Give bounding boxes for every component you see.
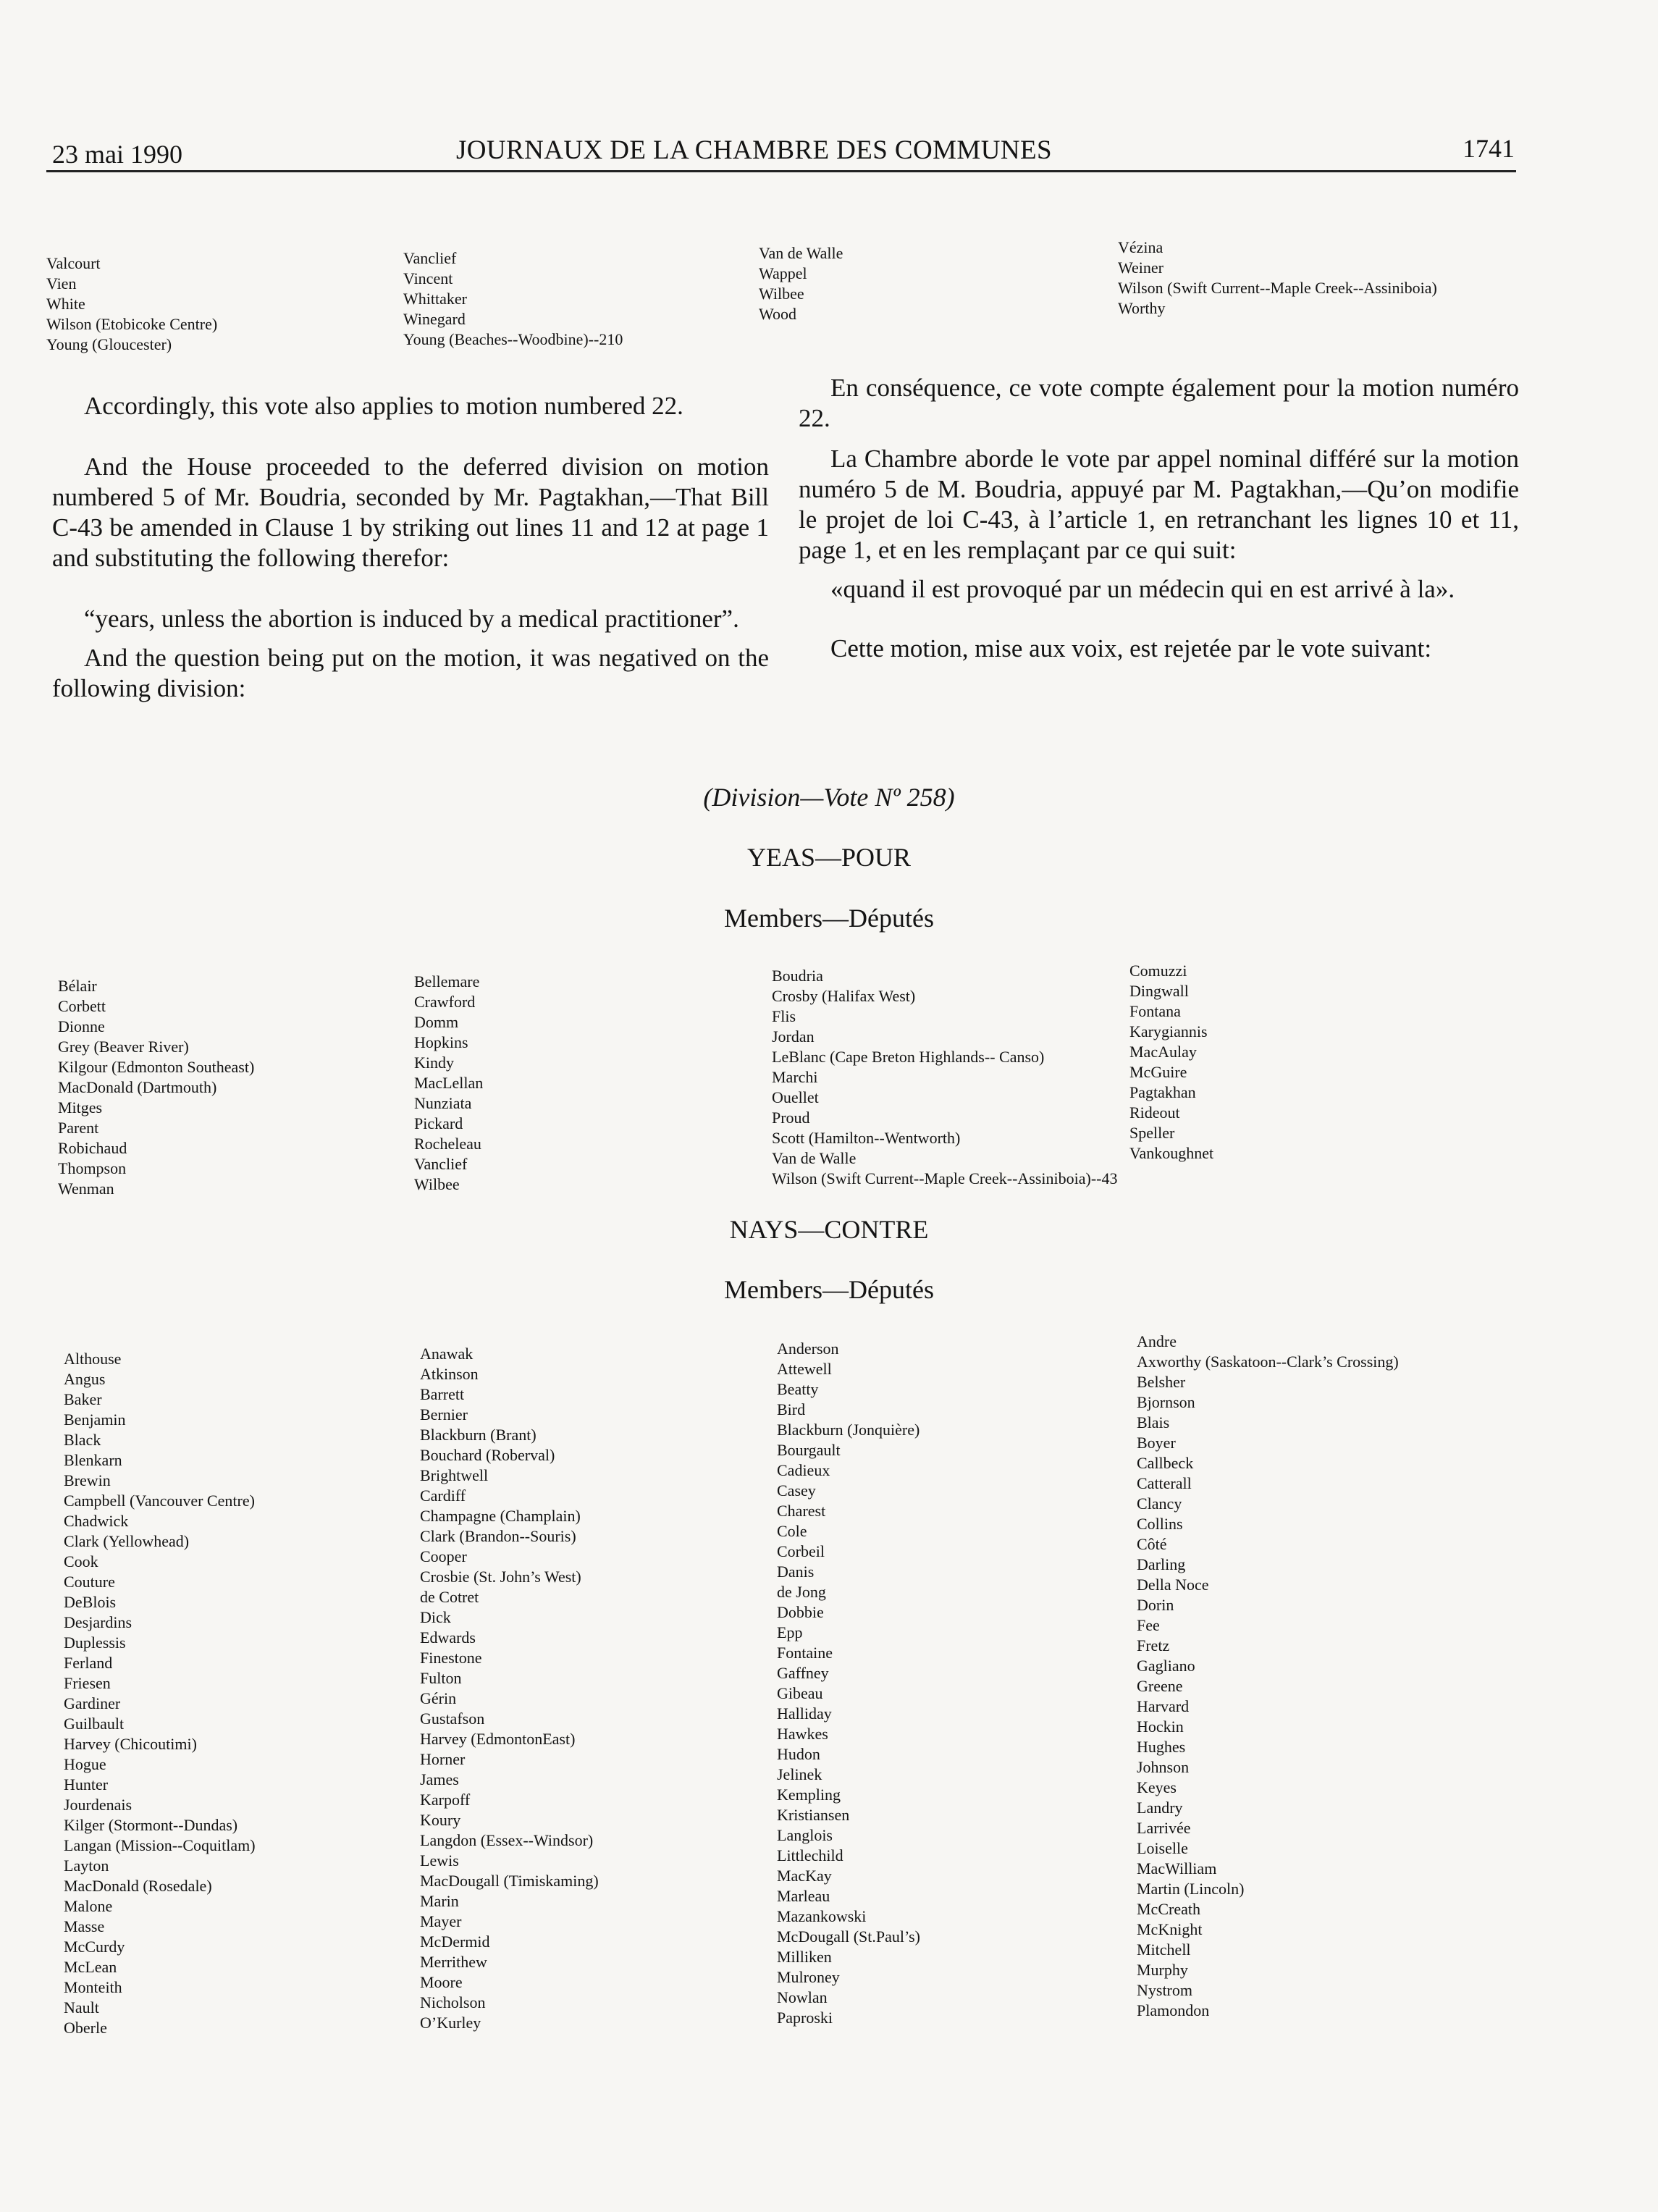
member-name: MacWilliam	[1137, 1859, 1217, 1877]
member-name: Casey	[777, 1481, 816, 1500]
member-name: Blackburn (Jonquière)	[777, 1421, 920, 1439]
member-name: Koury	[420, 1811, 461, 1829]
member-name: Wilbee	[759, 285, 804, 303]
member-name: Marleau	[777, 1887, 830, 1905]
member-name: Hudon	[777, 1745, 820, 1763]
member-name: Martin (Lincoln)	[1137, 1880, 1245, 1898]
member-name: Cadieux	[777, 1461, 830, 1479]
member-name: Gibeau	[777, 1684, 823, 1702]
member-name: Kilgour (Edmonton Southeast)	[58, 1058, 255, 1076]
member-name: Loiselle	[1137, 1839, 1188, 1857]
member-name: Mitchell	[1137, 1940, 1191, 1959]
member-name: Wilson (Etobicoke Centre)	[46, 315, 218, 333]
french-quote: «quand il est provoqué par un médecin qui en est arrivé à la».	[830, 575, 1455, 603]
yeas-heading: YEAS—POUR	[746, 843, 912, 872]
member-name: Rocheleau	[414, 1135, 481, 1153]
english-paragraph-1: Accordingly, this vote also applies to motion numbered 22.	[84, 392, 683, 420]
member-name: Paproski	[777, 2009, 833, 2027]
member-name: Proud	[772, 1109, 810, 1127]
member-name: Wilson (Swift Current--Maple Creek--Assiniboia)--43	[772, 1169, 1118, 1187]
header-rule	[46, 170, 1516, 172]
member-name: Wenman	[58, 1179, 114, 1198]
member-name: Weiner	[1118, 258, 1163, 277]
member-name: Comuzzi	[1129, 962, 1187, 980]
member-name: Scott (Hamilton--Wentworth)	[772, 1129, 961, 1147]
member-name: Brewin	[64, 1471, 111, 1489]
member-name: Layton	[64, 1856, 109, 1875]
member-name: Collins	[1137, 1515, 1183, 1533]
member-name: McDougall (St.Paul’s)	[777, 1927, 920, 1946]
member-name: Young (Gloucester)	[46, 335, 172, 353]
member-name: Domm	[414, 1013, 459, 1031]
member-name: Cook	[64, 1552, 98, 1570]
member-name: Hogue	[64, 1755, 106, 1773]
member-name: Karygiannis	[1129, 1022, 1208, 1040]
member-name: McCurdy	[64, 1938, 125, 1956]
member-name: Littlechild	[777, 1846, 843, 1864]
member-name: Crosbie (St. John’s West)	[420, 1568, 581, 1586]
english-column	[52, 391, 769, 704]
member-name: Ferland	[64, 1654, 113, 1672]
member-name: Bellemare	[414, 972, 480, 991]
french-paragraph-4: Cette motion, mise aux voix, est rejetée par le vote suivant:	[830, 634, 1432, 663]
member-name: Parent	[58, 1119, 99, 1137]
member-name: Gardiner	[64, 1694, 121, 1712]
member-name: Dorin	[1137, 1596, 1174, 1614]
member-name: Young (Beaches--Woodbine)--210	[403, 330, 623, 348]
member-name: Boyer	[1137, 1434, 1176, 1452]
member-name: Johnson	[1137, 1758, 1190, 1776]
member-name: Clancy	[1137, 1494, 1182, 1513]
member-name: Brightwell	[420, 1466, 489, 1484]
member-name: Fulton	[420, 1669, 462, 1687]
member-name: Bélair	[58, 977, 97, 995]
previous-list-column-3	[759, 243, 843, 324]
member-name: Gagliano	[1137, 1657, 1195, 1675]
nays-column-4	[1137, 1332, 1399, 2021]
member-name: Marchi	[772, 1068, 818, 1086]
member-name: Hopkins	[414, 1033, 468, 1051]
member-name: Kempling	[777, 1786, 841, 1804]
french-column	[799, 373, 1519, 664]
previous-list-column-1	[46, 253, 217, 355]
member-name: Wood	[759, 305, 797, 323]
member-name: McDermid	[420, 1933, 490, 1951]
member-name: Baker	[64, 1390, 102, 1408]
member-name: de Jong	[777, 1583, 826, 1601]
member-name: Barrett	[420, 1385, 465, 1403]
member-name: Hunter	[64, 1775, 109, 1793]
member-name: Crawford	[414, 993, 476, 1011]
member-name: Hughes	[1137, 1738, 1186, 1756]
member-name: Dobbie	[777, 1603, 824, 1621]
member-name: Wappel	[759, 264, 807, 282]
member-name: Harvey (Chicoutimi)	[64, 1735, 197, 1753]
member-name: Nystrom	[1137, 1981, 1192, 1999]
nays-heading: NAYS—CONTRE	[729, 1215, 929, 1244]
member-name: Mitges	[58, 1098, 103, 1116]
member-name: Benjamin	[64, 1410, 126, 1429]
member-name: O’Kurley	[420, 2014, 481, 2032]
member-name: Fontana	[1129, 1002, 1181, 1020]
member-name: Mazankowski	[777, 1907, 867, 1925]
member-name: MacDonald (Dartmouth)	[58, 1078, 217, 1096]
member-name: Vincent	[403, 269, 453, 287]
member-name: Hockin	[1137, 1717, 1184, 1736]
member-name: Cole	[777, 1522, 807, 1540]
member-name: Speller	[1129, 1124, 1175, 1142]
member-name: Corbett	[58, 997, 106, 1015]
member-name: Pagtakhan	[1129, 1083, 1196, 1101]
member-name: Cardiff	[420, 1486, 466, 1505]
member-name: Marin	[420, 1892, 459, 1910]
member-name: Fretz	[1137, 1636, 1170, 1654]
member-name: Blais	[1137, 1413, 1170, 1431]
member-name: Dick	[420, 1608, 451, 1626]
member-name: Rideout	[1129, 1103, 1180, 1122]
member-name: Larrivée	[1137, 1819, 1191, 1837]
member-name: Chadwick	[64, 1512, 129, 1530]
member-name: Finestone	[420, 1649, 482, 1667]
member-name: Robichaud	[58, 1139, 127, 1157]
member-name: Greene	[1137, 1677, 1183, 1695]
member-name: Danis	[777, 1563, 815, 1581]
member-name: Friesen	[64, 1674, 111, 1692]
member-name: Jelinek	[777, 1765, 822, 1783]
member-name: Pickard	[414, 1114, 463, 1132]
member-name: Beatty	[777, 1380, 819, 1398]
member-name: Axworthy (Saskatoon--Clark’s Crossing)	[1137, 1353, 1399, 1371]
page-number: 1741	[1463, 134, 1515, 163]
member-name: Kindy	[414, 1054, 454, 1072]
member-name: Campbell (Vancouver Centre)	[64, 1492, 255, 1510]
member-name: MacKay	[777, 1867, 832, 1885]
member-name: Jordan	[772, 1027, 815, 1046]
member-name: Duplessis	[64, 1633, 126, 1652]
member-name: Althouse	[64, 1350, 122, 1368]
member-name: Vanclief	[414, 1155, 468, 1173]
nays-members-heading: Members—Députés	[724, 1275, 934, 1304]
member-name: de Cotret	[420, 1588, 479, 1606]
member-name: Atkinson	[420, 1365, 479, 1383]
member-name: Wilbee	[414, 1175, 460, 1193]
yeas-column-2	[414, 972, 483, 1195]
member-name: Horner	[420, 1750, 466, 1768]
member-name: Harvard	[1137, 1697, 1190, 1715]
member-name: Van de Walle	[759, 244, 843, 262]
french-paragraph-2: La Chambre aborde le vote par appel nominal différé sur la motion numéro 5 de M. Boudria, appuyé par M. Pagtakhan,—Qu’on modifie le projet de loi C-43, à l’article 1, en retranchant les lignes 10 et 11, page 1, et en les remplaçant par ce qui suit:	[799, 445, 1519, 564]
member-name: Mayer	[420, 1912, 462, 1930]
member-name: Oberle	[64, 2019, 107, 2037]
member-name: Dingwall	[1129, 982, 1189, 1000]
member-name: Della Noce	[1137, 1576, 1209, 1594]
previous-list-column-4	[1118, 237, 1437, 319]
member-name: Merrithew	[420, 1953, 487, 1971]
member-name: Kilger (Stormont--Dundas)	[64, 1816, 238, 1834]
member-name: Callbeck	[1137, 1454, 1194, 1472]
member-name: Worthy	[1118, 299, 1166, 317]
member-name: Corbeil	[777, 1542, 825, 1560]
member-name: Crosby (Halifax West)	[772, 987, 916, 1005]
member-name: Charest	[777, 1502, 826, 1520]
member-name: Gustafson	[420, 1710, 485, 1728]
member-name: Clark (Yellowhead)	[64, 1532, 190, 1550]
member-name: Bird	[777, 1400, 806, 1418]
yeas-members-heading: Members—Députés	[724, 904, 934, 933]
english-paragraph-4: And the question being put on the motion, it was negatived on the following division:	[52, 644, 769, 702]
member-name: Lewis	[420, 1851, 459, 1870]
member-name: Bernier	[420, 1405, 468, 1423]
member-name: Masse	[64, 1917, 105, 1935]
member-name: Vézina	[1118, 238, 1163, 256]
member-name: Andre	[1137, 1332, 1177, 1350]
member-name: Thompson	[58, 1159, 127, 1177]
member-name: DeBlois	[64, 1593, 117, 1611]
member-name: Milliken	[777, 1948, 832, 1966]
member-name: Vanclief	[403, 249, 457, 267]
english-quote: “years, unless the abortion is induced by a medical practitioner”.	[84, 605, 739, 633]
member-name: Dionne	[58, 1017, 105, 1035]
header-date: 23 mai 1990	[52, 140, 182, 169]
nays-column-3	[777, 1339, 920, 2028]
member-name: MacLellan	[414, 1074, 484, 1092]
member-name: LeBlanc (Cape Breton Highlands-- Canso)	[772, 1048, 1045, 1066]
member-name: Jourdenais	[64, 1796, 132, 1814]
french-paragraph-1: En conséquence, ce vote compte également pour la motion numéro 22.	[799, 374, 1519, 432]
member-name: Guilbault	[64, 1715, 125, 1733]
member-name: Boudria	[772, 967, 823, 985]
member-name: Blenkarn	[64, 1451, 122, 1469]
member-name: Edwards	[420, 1628, 476, 1647]
member-name: Gaffney	[777, 1664, 829, 1682]
member-name: Moore	[420, 1973, 463, 1991]
nays-column-1	[64, 1349, 256, 2038]
member-name: MacAulay	[1129, 1043, 1197, 1061]
member-name: Blackburn (Brant)	[420, 1426, 536, 1444]
member-name: Catterall	[1137, 1474, 1192, 1492]
member-name: Nowlan	[777, 1988, 828, 2006]
member-name: Flis	[772, 1007, 796, 1025]
member-name: Vankoughnet	[1129, 1144, 1214, 1162]
member-name: McCreath	[1137, 1900, 1200, 1918]
member-name: Cooper	[420, 1547, 467, 1565]
member-name: Couture	[64, 1573, 115, 1591]
nays-column-2	[420, 1344, 599, 2033]
member-name: Langlois	[777, 1826, 833, 1844]
member-name: Gérin	[420, 1689, 457, 1707]
member-name: Fee	[1137, 1616, 1160, 1634]
member-name: Nicholson	[420, 1993, 486, 2011]
member-name: Monteith	[64, 1978, 122, 1996]
member-name: McLean	[64, 1958, 117, 1976]
member-name: Karpoff	[420, 1791, 471, 1809]
member-name: MacDougall (Timiskaming)	[420, 1872, 599, 1890]
member-name: McKnight	[1137, 1920, 1203, 1938]
member-name: Champagne (Champlain)	[420, 1507, 581, 1525]
english-paragraph-2: And the House proceeded to the deferred division on motion numbered 5 of Mr. Boudria, seconded by Mr. Pagtakhan,—That Bill C-43 be amended in Clause 1 by striking out lines 11 and 12 at page 1 and substituting the following therefor:	[52, 453, 769, 572]
member-name: Langdon (Essex--Windsor)	[420, 1831, 594, 1849]
member-name: Malone	[64, 1897, 113, 1915]
member-name: Côté	[1137, 1535, 1167, 1553]
member-name: Valcourt	[46, 254, 101, 272]
member-name: White	[46, 295, 85, 313]
member-name: Keyes	[1137, 1778, 1177, 1796]
member-name: Angus	[64, 1370, 106, 1388]
member-name: Murphy	[1137, 1961, 1188, 1979]
member-name: Landry	[1137, 1799, 1183, 1817]
member-name: James	[420, 1770, 459, 1788]
member-name: Vien	[46, 274, 77, 293]
member-name: Nault	[64, 1998, 99, 2017]
member-name: Whittaker	[403, 290, 467, 308]
member-name: Wilson (Swift Current--Maple Creek--Assiniboia)	[1118, 279, 1437, 297]
member-name: Hawkes	[777, 1725, 828, 1743]
member-name: Fontaine	[777, 1644, 833, 1662]
previous-list-column-2	[403, 248, 623, 350]
member-name: Bourgault	[777, 1441, 841, 1459]
member-name: MacDonald (Rosedale)	[64, 1877, 212, 1895]
yeas-column-4	[1129, 961, 1213, 1164]
member-name: Black	[64, 1431, 101, 1449]
member-name: Van de Walle	[772, 1149, 857, 1167]
member-name: Halliday	[777, 1704, 832, 1723]
member-name: Anawak	[420, 1345, 474, 1363]
member-name: Darling	[1137, 1555, 1186, 1573]
member-name: Kristiansen	[777, 1806, 850, 1824]
member-name: Anderson	[777, 1340, 839, 1358]
member-name: Mulroney	[777, 1968, 840, 1986]
member-name: Desjardins	[64, 1613, 132, 1631]
member-name: Plamondon	[1137, 2001, 1210, 2019]
member-name: Bouchard (Roberval)	[420, 1446, 555, 1464]
member-name: Winegard	[403, 310, 466, 328]
member-name: Grey (Beaver River)	[58, 1038, 189, 1056]
division-heading: (Division—Vote Nº 258)	[703, 783, 955, 812]
header-title: JOURNAUX DE LA CHAMBRE DES COMMUNES	[456, 135, 1052, 165]
member-name: Bjornson	[1137, 1393, 1195, 1411]
member-name: Harvey (EdmontonEast)	[420, 1730, 576, 1748]
member-name: McGuire	[1129, 1063, 1187, 1081]
member-name: Belsher	[1137, 1373, 1186, 1391]
member-name: Epp	[777, 1623, 803, 1641]
yeas-column-1	[58, 976, 254, 1199]
member-name: Clark (Brandon--Souris)	[420, 1527, 576, 1545]
yeas-column-3	[772, 966, 1118, 1189]
member-name: Nunziata	[414, 1094, 472, 1112]
member-name: Langan (Mission--Coquitlam)	[64, 1836, 256, 1854]
member-name: Attewell	[777, 1360, 832, 1378]
member-name: Ouellet	[772, 1088, 819, 1106]
